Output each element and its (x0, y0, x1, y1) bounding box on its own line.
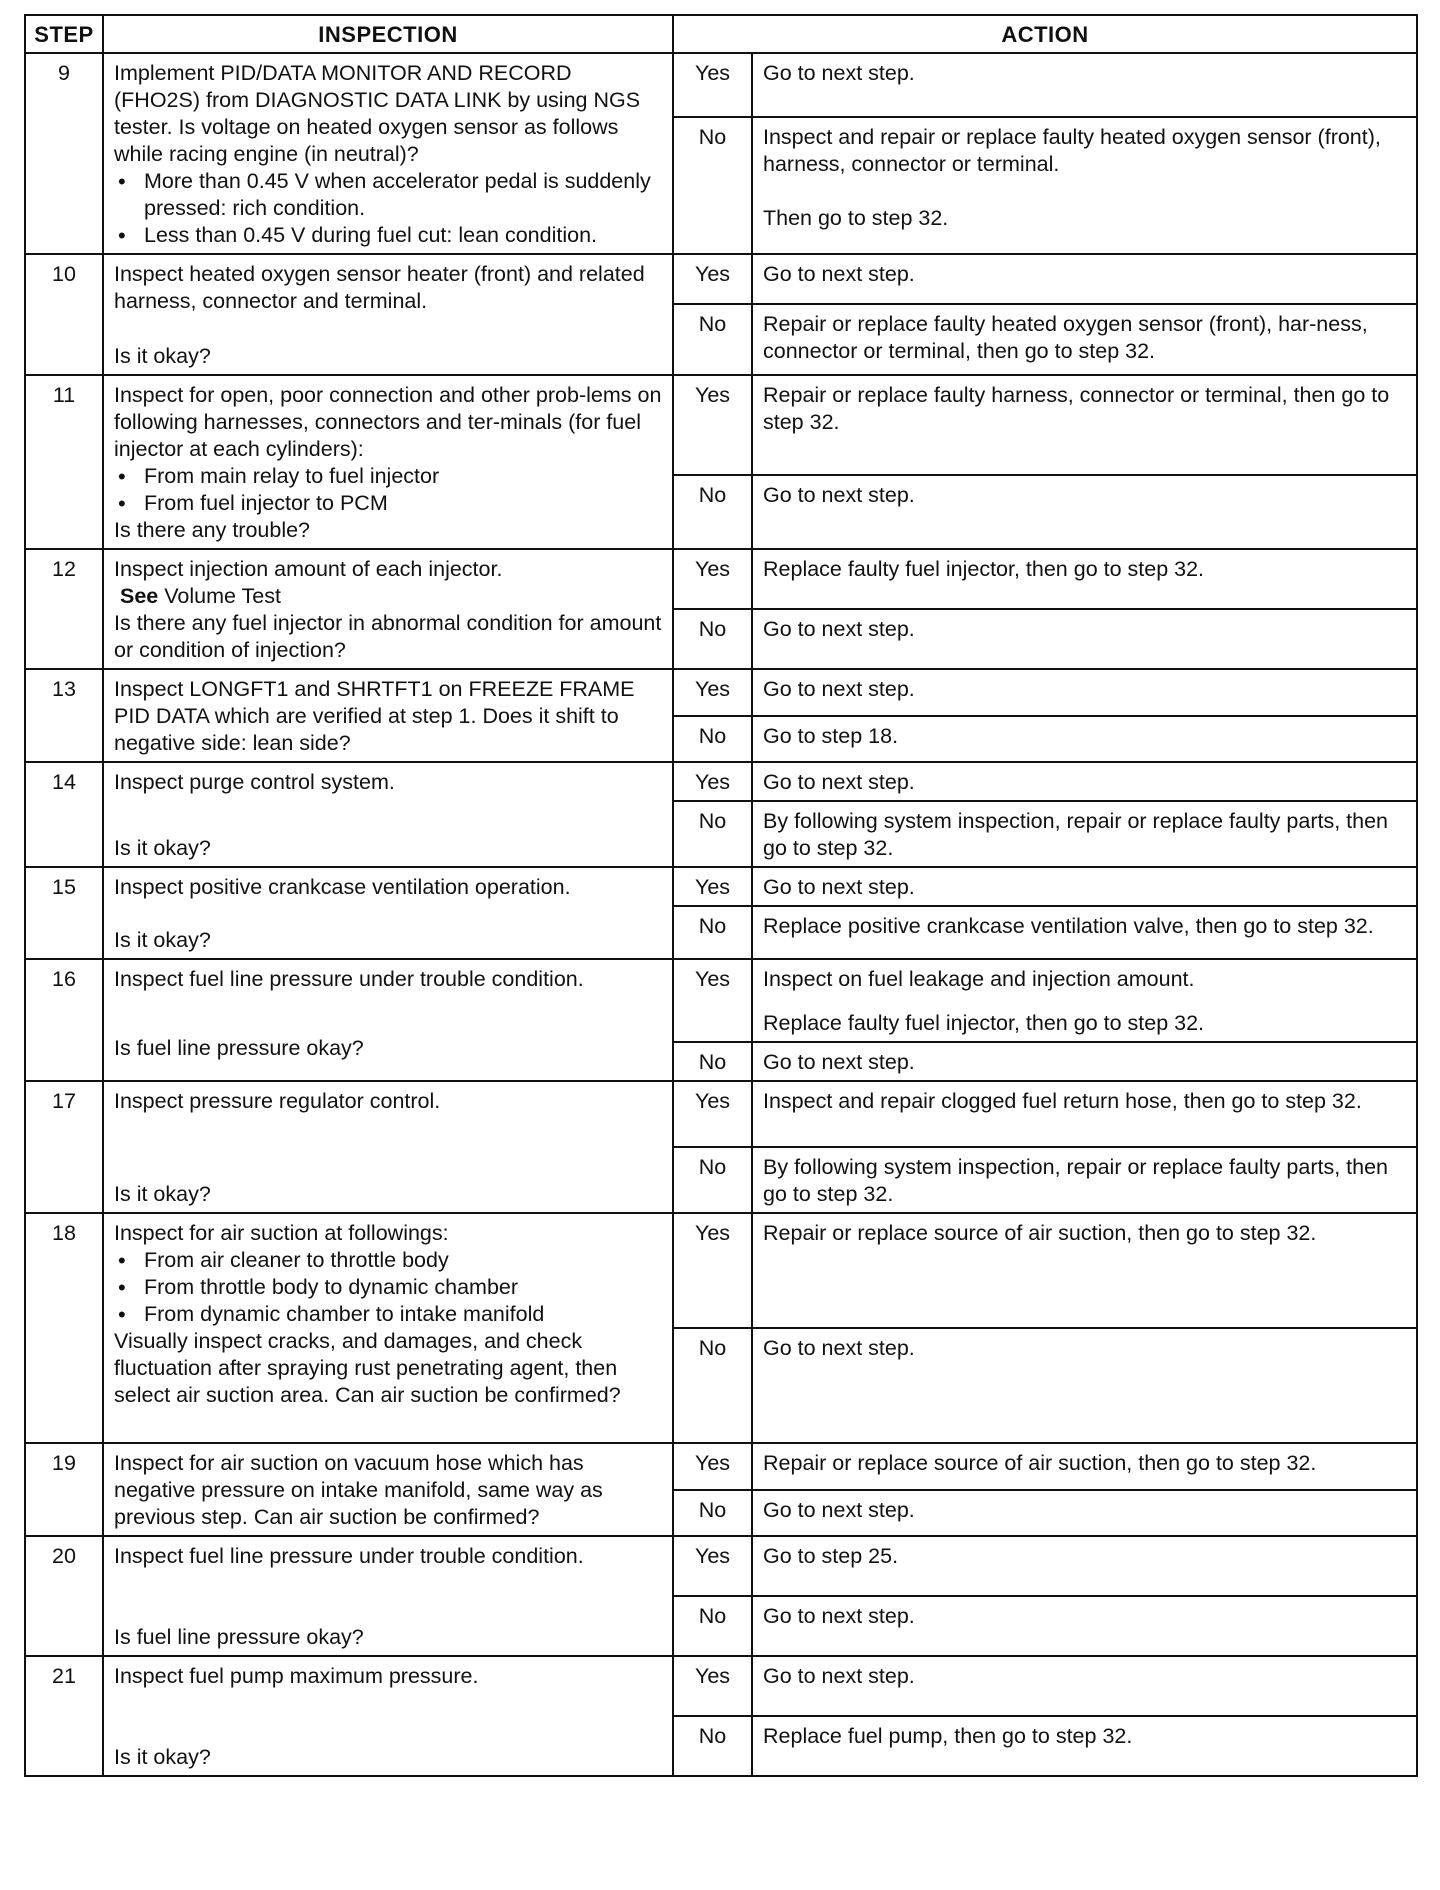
step-column-header: STEP (25, 15, 103, 53)
inspection-cell (103, 1081, 673, 1213)
table-row (25, 762, 1417, 801)
yes-action: Repair or replace faulty harness, connector or terminal, then go to step 32. (752, 375, 1417, 475)
no-action: Go to step 18. (752, 716, 1417, 763)
bullet-list (114, 168, 662, 249)
yes-action: Inspect and repair clogged fuel return hose, then go to step 32. (752, 1081, 1417, 1147)
yes-label: Yes (673, 762, 752, 801)
inspection-column-header: INSPECTION (103, 15, 673, 53)
step-number: 15 (25, 867, 103, 959)
no-label: No (673, 906, 752, 959)
step-number: 9 (25, 53, 103, 254)
no-label: No (673, 1042, 752, 1081)
step-number: 14 (25, 762, 103, 867)
list-item: • From air cleaner to throttle body (114, 1247, 662, 1274)
yes-label: Yes (673, 53, 752, 117)
no-label: No (673, 304, 752, 375)
yes-label: Yes (673, 1213, 752, 1328)
table-row (25, 375, 1417, 475)
inspection-text: Inspect injection amount of each injector. (114, 557, 503, 581)
no-action: Go to next step. (752, 609, 1417, 669)
inspection-question: Is it okay? (114, 1745, 211, 1769)
bullet-list (114, 1247, 662, 1328)
inspection-text: Inspect fuel pump maximum pressure. (114, 1664, 479, 1688)
no-action: By following system inspection, repair or replace faulty parts, then go to step 32. (752, 1147, 1417, 1213)
inspection-text: Inspect heated oxygen sensor heater (front) and related harness, connector and terminal. (114, 262, 645, 313)
yes-action: Go to next step. (752, 254, 1417, 304)
no-action (752, 117, 1417, 254)
inspection-cell (103, 959, 673, 1081)
no-label: No (673, 1716, 752, 1776)
yes-action: Go to next step. (752, 669, 1417, 716)
yes-action: Replace faulty fuel injector, then go to step 32. (752, 549, 1417, 609)
action-column-header: ACTION (673, 15, 1417, 53)
inspection-question: Is it okay? (114, 344, 211, 368)
inspection-text: Implement PID/DATA MONITOR AND RECORD (FHO2S) from DIAGNOSTIC DATA LINK by using NGS tester. Is voltage on heated oxygen sensor as follows while racing engine (in neutral)? (114, 61, 641, 166)
table-row (25, 1213, 1417, 1328)
yes-action: Go to next step. (752, 1656, 1417, 1716)
table-row (25, 959, 1417, 1042)
no-action: Go to next step. (752, 475, 1417, 549)
diagnostic-procedure-sheet (24, 14, 1416, 1777)
table-row (25, 669, 1417, 716)
yes-label: Yes (673, 669, 752, 716)
no-label: No (673, 1147, 752, 1213)
inspection-cell (103, 53, 673, 254)
yes-action: Go to next step. (752, 867, 1417, 906)
inspection-text: Inspect fuel line pressure under trouble condition. (114, 1544, 584, 1568)
yes-label: Yes (673, 375, 752, 475)
inspection-cell (103, 1536, 673, 1656)
table-row (25, 549, 1417, 609)
no-action: By following system inspection, repair or replace faulty parts, then go to step 32. (752, 801, 1417, 867)
step-number: 17 (25, 1081, 103, 1213)
inspection-cell (103, 1656, 673, 1776)
see-label: See (120, 584, 159, 608)
yes-label: Yes (673, 549, 752, 609)
step-number: 19 (25, 1443, 103, 1536)
no-action: Go to next step. (752, 1328, 1417, 1443)
step-number: 11 (25, 375, 103, 549)
no-label: No (673, 609, 752, 669)
step-number: 13 (25, 669, 103, 762)
yes-label: Yes (673, 1443, 752, 1490)
no-action: Go to next step. (752, 1596, 1417, 1656)
inspection-text: Inspect pressure regulator control. (114, 1089, 441, 1113)
step-number: 12 (25, 549, 103, 669)
inspection-cell (103, 1213, 673, 1443)
inspection-cell (103, 254, 673, 375)
no-label: No (673, 117, 752, 254)
yes-label: Yes (673, 1081, 752, 1147)
inspection-cell: Inspect LONGFT1 and SHRTFT1 on FREEZE FRAME PID DATA which are verified at step 1. Does it shift to negative side: lean side? (103, 669, 673, 762)
yes-action: Repair or replace source of air suction, then go to step 32. (752, 1443, 1417, 1490)
inspection-question: Is fuel line pressure okay? (114, 1625, 364, 1649)
no-label: No (673, 801, 752, 867)
no-label: No (673, 716, 752, 763)
inspection-text: Inspect positive crankcase ventilation operation. (114, 875, 571, 899)
step-number: 10 (25, 254, 103, 375)
yes-label: Yes (673, 1656, 752, 1716)
inspection-question: Is there any trouble? (114, 518, 311, 542)
list-item: • From throttle body to dynamic chamber (114, 1274, 662, 1301)
no-action: Go to next step. (752, 1490, 1417, 1537)
no-label: No (673, 1328, 752, 1443)
yes-action: Go to step 25. (752, 1536, 1417, 1596)
table-row (25, 1443, 1417, 1490)
inspection-cell (103, 375, 673, 549)
yes-action (752, 959, 1417, 1042)
inspection-question: Is it okay? (114, 836, 211, 860)
bullet-list (114, 463, 662, 517)
step-number: 18 (25, 1213, 103, 1443)
yes-action: Go to next step. (752, 53, 1417, 117)
inspection-question: Visually inspect cracks, and damages, and check fluctuation after spraying rust penetrating agent, then select air suction area. Can air suction be confirmed? (114, 1329, 621, 1407)
no-label: No (673, 1490, 752, 1537)
list-item: • From fuel injector to PCM (114, 490, 662, 517)
inspection-text: Inspect purge control system. (114, 770, 395, 794)
step-number: 20 (25, 1536, 103, 1656)
step-number: 21 (25, 1656, 103, 1776)
table-row (25, 254, 1417, 304)
yes-action: Go to next step. (752, 762, 1417, 801)
inspection-text: Inspect for air suction at followings: (114, 1221, 449, 1245)
yes-label: Yes (673, 254, 752, 304)
inspection-cell (103, 549, 673, 669)
see-link[interactable]: Volume Test (164, 584, 281, 608)
no-action: Repair or replace faulty heated oxygen sensor (front), har-ness, connector or terminal, then go to step 32. (752, 304, 1417, 375)
no-label: No (673, 1596, 752, 1656)
table-row (25, 1081, 1417, 1147)
see-reference (114, 583, 662, 610)
inspection-text: Inspect for open, poor connection and other prob-lems on following harnesses, connectors and ter-minals (for fuel injector at each cylinders): (114, 383, 662, 461)
no-action: Replace fuel pump, then go to step 32. (752, 1716, 1417, 1776)
no-action: Replace positive crankcase ventilation valve, then go to step 32. (752, 906, 1417, 959)
yes-label: Yes (673, 959, 752, 1042)
inspection-cell: Inspect for air suction on vacuum hose which has negative pressure on intake manifold, same way as previous step. Can air suction be confirmed? (103, 1443, 673, 1536)
list-item: • From main relay to fuel injector (114, 463, 662, 490)
yes-action-text: Inspect on fuel leakage and injection amount. (763, 967, 1195, 991)
list-item: • From dynamic chamber to intake manifold (114, 1301, 662, 1328)
inspection-text: Inspect fuel line pressure under trouble condition. (114, 967, 584, 991)
list-item: • More than 0.45 V when accelerator pedal is suddenly pressed: rich condition. (114, 168, 662, 222)
no-label: No (673, 475, 752, 549)
table-row (25, 867, 1417, 906)
step-number: 16 (25, 959, 103, 1081)
yes-label: Yes (673, 867, 752, 906)
diagnostic-table (24, 14, 1418, 1777)
inspection-question: Is there any fuel injector in abnormal condition for amount or condition of injection? (114, 611, 662, 662)
no-action: Go to next step. (752, 1042, 1417, 1081)
table-header-row (25, 15, 1417, 53)
inspection-question: Is it okay? (114, 1182, 211, 1206)
yes-label: Yes (673, 1536, 752, 1596)
no-action-text: Inspect and repair or replace faulty heated oxygen sensor (front), harness, connector or terminal. (763, 125, 1381, 177)
list-item: • Less than 0.45 V during fuel cut: lean condition. (114, 222, 662, 249)
inspection-question: Is it okay? (114, 928, 211, 952)
table-row (25, 53, 1417, 117)
inspection-question: Is fuel line pressure okay? (114, 1036, 364, 1060)
yes-action-followup: Replace faulty fuel injector, then go to step 32. (763, 1011, 1205, 1035)
inspection-cell (103, 867, 673, 959)
yes-action: Repair or replace source of air suction, then go to step 32. (752, 1213, 1417, 1328)
table-row (25, 1656, 1417, 1716)
no-action-followup: Then go to step 32. (763, 206, 949, 231)
inspection-cell (103, 762, 673, 867)
table-row (25, 1536, 1417, 1596)
